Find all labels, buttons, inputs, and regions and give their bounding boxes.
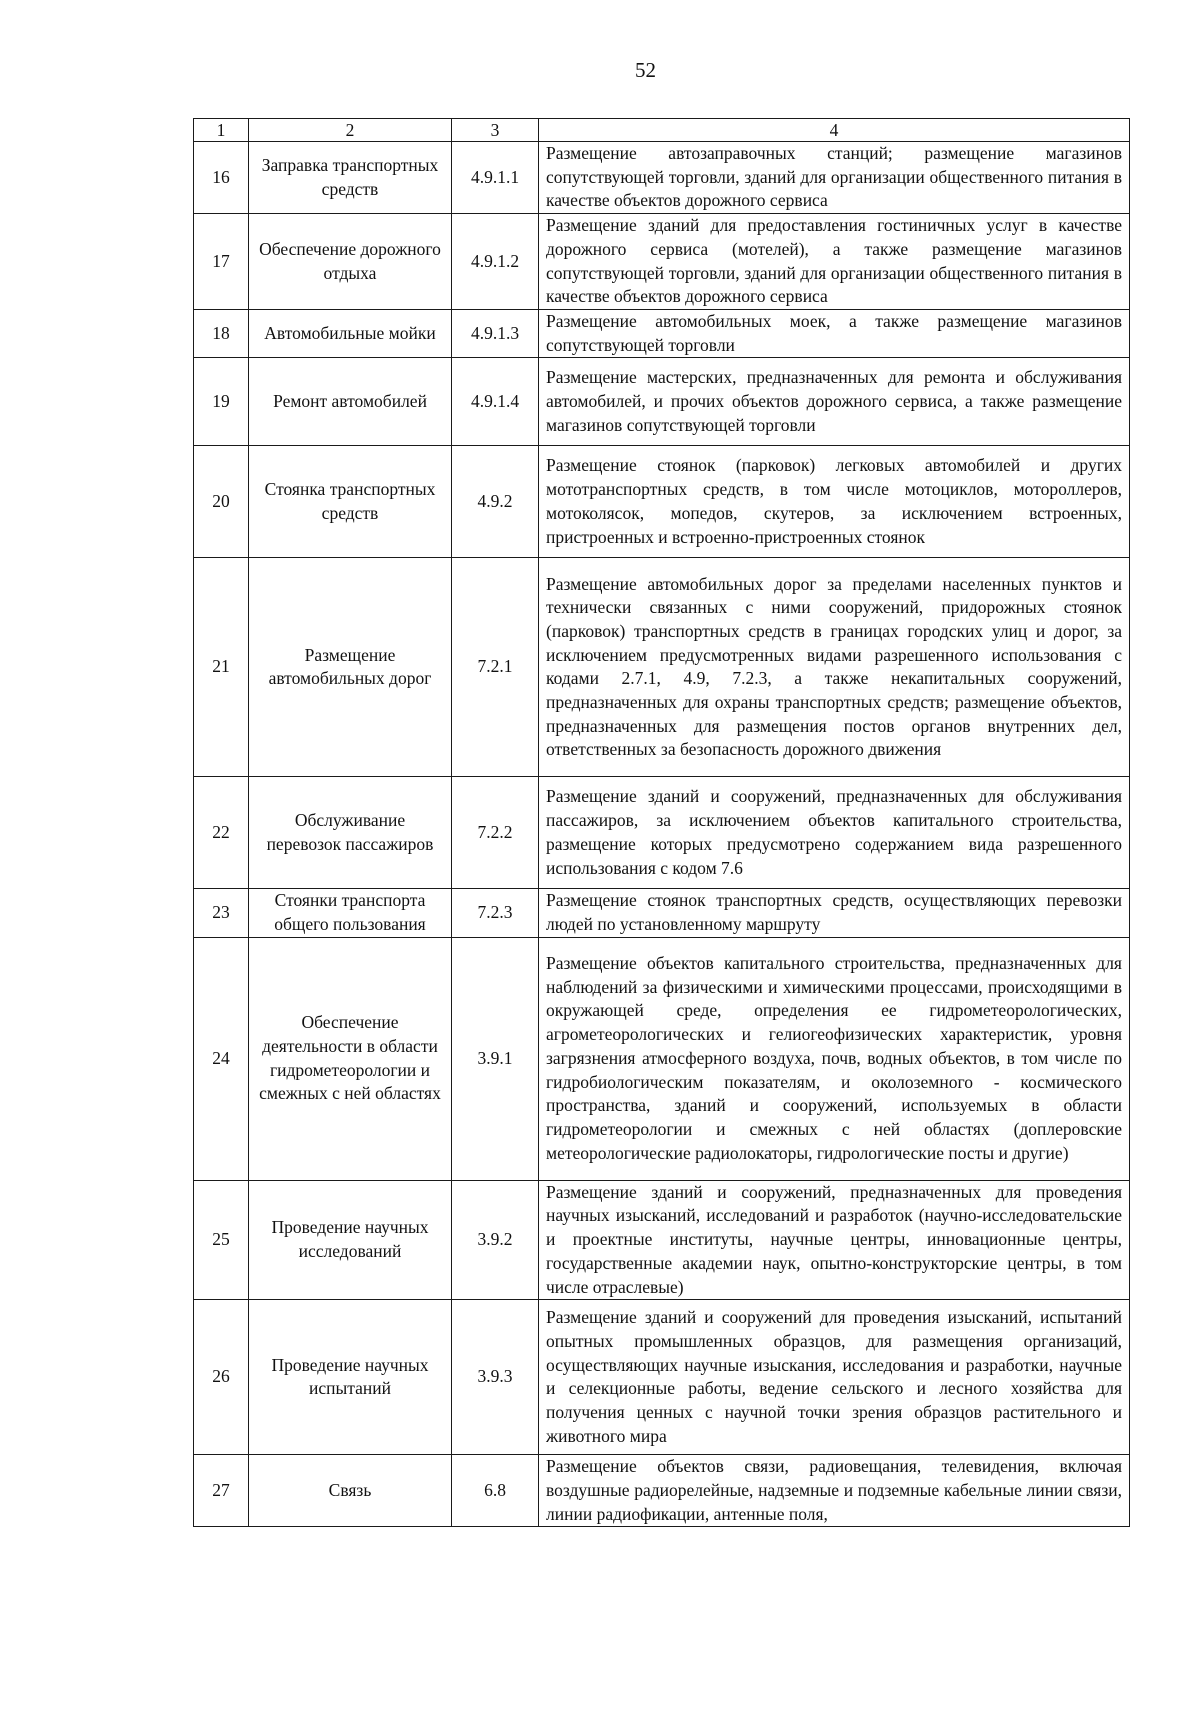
row-number: 20: [194, 446, 249, 558]
land-use-code: 4.9.1.2: [452, 214, 539, 310]
row-number: 26: [194, 1300, 249, 1455]
land-use-description: Размещение зданий и сооружений для проведения изысканий, испытаний опытных промышленных образцов, для размещения организаций, осуществляющих научные изыскания, исследования и разработки, научные и селекционные работы, ведение сельского и лесного хозяйства для получения ценных с научной точки зрения образцов растительного и животного мира: [539, 1300, 1130, 1455]
land-use-description: Размещение стоянок транспортных средств, осуществляющих перевозки людей по установленному маршруту: [539, 889, 1130, 937]
table-row: [194, 446, 1130, 558]
land-use-code: 4.9.2: [452, 446, 539, 558]
table-row: [194, 309, 1130, 357]
row-number: 25: [194, 1180, 249, 1300]
table-row: [194, 214, 1130, 310]
land-use-name: Размещение автомобильных дорог: [249, 558, 452, 777]
land-use-code: 6.8: [452, 1455, 539, 1527]
land-use-description: Размещение зданий для предоставления гостиничных услуг в качестве дорожного сервиса (мотелей), а также размещение магазинов сопутствующей торговли, зданий для организации общественного питания в качестве объектов дорожного сервиса: [539, 214, 1130, 310]
land-use-code: 3.9.3: [452, 1300, 539, 1455]
table-header-row: [194, 119, 1130, 142]
land-use-description: Размещение зданий и сооружений, предназначенных для проведения научных изысканий, исследований и разработок (научно-исследовательские и проектные институты, научные центры, инновационные центры, государственные академии наук, опытно-конструкторские центры, в том числе отраслевые): [539, 1180, 1130, 1300]
table-row: [194, 358, 1130, 446]
table-row: [194, 142, 1130, 214]
page-number: 52: [635, 58, 656, 82]
land-use-description: Размещение зданий и сооружений, предназначенных для обслуживания пассажиров, за исключением объектов капитального строительства, размещение которых предусмотрено содержанием вида разрешенного использования с кодом 7.6: [539, 777, 1130, 889]
land-use-code: 3.9.1: [452, 937, 539, 1180]
row-number: 19: [194, 358, 249, 446]
land-use-code: 4.9.1.3: [452, 309, 539, 357]
land-use-name: Обеспечение деятельности в области гидрометеорологии и смежных с ней областях: [249, 937, 452, 1180]
land-use-code: 7.2.3: [452, 889, 539, 937]
land-use-description: Размещение автомобильных дорог за пределами населенных пунктов и технически связанных с ними сооружений, придорожных стоянок (парковок) транспортных средств в границах городских улиц и дорог, за исключением предусмотренных видами разрешенного использования с кодами 2.7.1, 4.9, 7.2.3, а также некапитальных сооружений, предназначенных для охраны транспортных средств; размещение объектов, предназначенных для размещения постов органов внутренних дел, ответственных за безопасность дорожного движения: [539, 558, 1130, 777]
land-use-code: 7.2.2: [452, 777, 539, 889]
land-use-code: 4.9.1.1: [452, 142, 539, 214]
column-header: 3: [452, 119, 539, 142]
column-header: 1: [194, 119, 249, 142]
row-number: 23: [194, 889, 249, 937]
land-use-description: Размещение автозаправочных станций; размещение магазинов сопутствующей торговли, зданий для организации общественного питания в качестве объектов дорожного сервиса: [539, 142, 1130, 214]
land-use-name: Обслуживание перевозок пассажиров: [249, 777, 452, 889]
land-use-name: Ремонт автомобилей: [249, 358, 452, 446]
land-use-name: Связь: [249, 1455, 452, 1527]
land-use-name: Проведение научных исследований: [249, 1180, 452, 1300]
land-use-name: Автомобильные мойки: [249, 309, 452, 357]
land-use-code: 4.9.1.4: [452, 358, 539, 446]
land-use-table: [193, 118, 1130, 1527]
table-row: [194, 937, 1130, 1180]
column-header: 2: [249, 119, 452, 142]
land-use-name: Проведение научных испытаний: [249, 1300, 452, 1455]
land-use-description: Размещение автомобильных моек, а также размещение магазинов сопутствующей торговли: [539, 309, 1130, 357]
row-number: 18: [194, 309, 249, 357]
row-number: 27: [194, 1455, 249, 1527]
row-number: 21: [194, 558, 249, 777]
land-use-description: Размещение объектов связи, радиовещания, телевидения, включая воздушные радиорелейные, надземные и подземные кабельные линии связи, линии радиофикации, антенные поля,: [539, 1455, 1130, 1527]
table-row: [194, 558, 1130, 777]
land-use-name: Стоянки транспорта общего пользования: [249, 889, 452, 937]
row-number: 22: [194, 777, 249, 889]
land-use-description: Размещение мастерских, предназначенных для ремонта и обслуживания автомобилей, и прочих объектов дорожного сервиса, а также размещение магазинов сопутствующей торговли: [539, 358, 1130, 446]
table-row: [194, 889, 1130, 937]
row-number: 24: [194, 937, 249, 1180]
table-row: [194, 1180, 1130, 1300]
table-row: [194, 1300, 1130, 1455]
row-number: 17: [194, 214, 249, 310]
land-use-name: Обеспечение дорожного отдыха: [249, 214, 452, 310]
table-row: [194, 777, 1130, 889]
land-use-code: 7.2.1: [452, 558, 539, 777]
land-use-code: 3.9.2: [452, 1180, 539, 1300]
column-header: 4: [539, 119, 1130, 142]
land-use-name: Стоянка транспортных средств: [249, 446, 452, 558]
land-use-name: Заправка транспортных средств: [249, 142, 452, 214]
land-use-description: Размещение стоянок (парковок) легковых автомобилей и других мототранспортных средств, в том числе мотоциклов, мотороллеров, мотоколясок, мопедов, скутеров, за исключением встроенных, пристроенных и встроенно-пристроенных стоянок: [539, 446, 1130, 558]
table-row: [194, 1455, 1130, 1527]
land-use-description: Размещение объектов капитального строительства, предназначенных для наблюдений за физическими и химическими процессами, происходящими в окружающей среде, определения ее гидрометеорологических, агрометеорологических и гелиогеофизических характеристик, уровня загрязнения атмосферного воздуха, почв, водных объектов, в том числе по гидробиологическим показателям, и околоземного - космического пространства, зданий и сооружений, используемых в области гидрометеорологии и смежных с ней областях (доплеровские метеорологические радиолокаторы, гидрологические посты и другие): [539, 937, 1130, 1180]
row-number: 16: [194, 142, 249, 214]
